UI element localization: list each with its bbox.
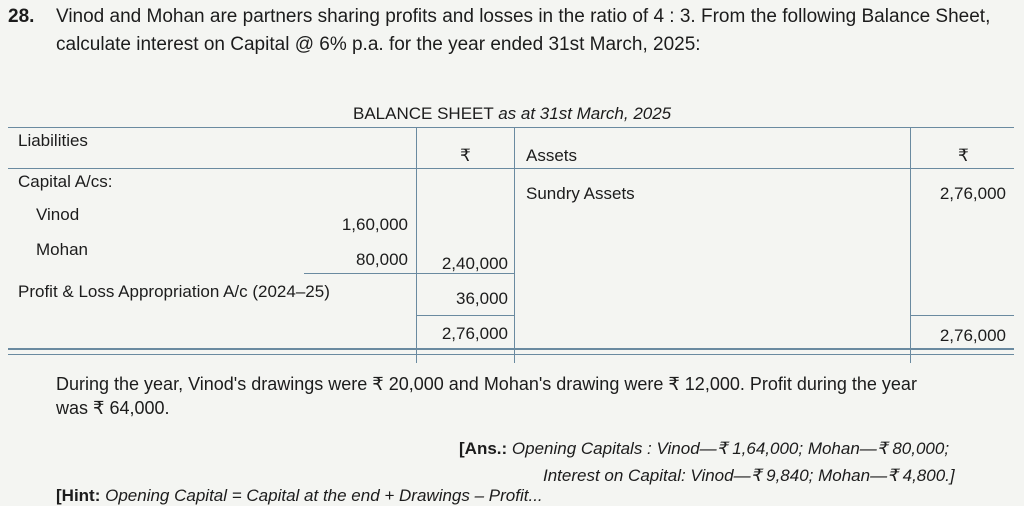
title-prefix: BALANCE SHEET: [353, 104, 494, 123]
hint-text: Opening Capital = Capital at the end + Drawings – Profit...: [105, 486, 543, 505]
pl-appropriation-amount: 36,000: [456, 289, 508, 308]
hint-label: [Hint:: [56, 486, 101, 505]
answer-line-2: [543, 466, 955, 486]
vinod-capital: 1,60,000: [341, 215, 408, 234]
answer-text-2: Interest on Capital: Vinod—₹ 9,840; Mohan—₹ 4,800.]: [543, 466, 955, 485]
header-assets: Assets: [526, 146, 578, 165]
answer-text-1: Opening Capitals : Vinod—₹ 1,64,000; Mohan—₹ 80,000;: [511, 439, 950, 458]
question-number: 28.: [8, 6, 35, 27]
hint-line: [56, 486, 543, 506]
pl-appropriation-label: Profit & Loss Appropriation A/c (2024–25): [18, 282, 330, 301]
vinod-name: Vinod: [36, 205, 80, 224]
bottom-rule-1: [8, 348, 1014, 350]
sundry-assets-label: Sundry Assets: [526, 184, 635, 203]
header-liab-amount: ₹: [460, 146, 471, 165]
assets-total: 2,76,000: [939, 326, 1006, 345]
liab-total-rule: [416, 315, 514, 316]
col-divider-1: [416, 127, 417, 363]
capital-total: 2,40,000: [441, 254, 508, 273]
balance-sheet-title: [353, 104, 671, 124]
question-line-2: calculate interest on Capital @ 6% p.a. for the year ended 31st March, 2025:: [56, 34, 701, 55]
header-rule: [8, 168, 1014, 169]
mohan-capital: 80,000: [356, 250, 408, 269]
answer-label: [Ans.:: [459, 439, 508, 458]
note-line-1: During the year, Vinod's drawings were ₹ 20,000 and Mohan's drawing were ₹ 12,000. Profit during the year: [56, 374, 917, 394]
header-liabilities: Liabilities: [18, 131, 88, 150]
bottom-rule-2: [8, 354, 1014, 355]
liabilities-total: 2,76,000: [441, 324, 508, 343]
answer-line-1: [459, 439, 949, 459]
title-suffix: as at 31st March, 2025: [498, 104, 672, 123]
col-divider-3: [910, 127, 911, 363]
mohan-name: Mohan: [36, 240, 88, 259]
header-assets-amount: ₹: [958, 146, 969, 165]
capital-label: Capital A/cs:: [18, 172, 113, 191]
question-line-1: Vinod and Mohan are partners sharing profits and losses in the ratio of 4 : 3. From the following Balance Sheet,: [56, 6, 991, 27]
sundry-assets-amount: 2,76,000: [939, 184, 1006, 203]
assets-total-rule: [910, 315, 1014, 316]
col-divider-2: [514, 127, 515, 363]
top-rule: [8, 127, 1014, 128]
note-line-2: was ₹ 64,000.: [56, 398, 170, 418]
